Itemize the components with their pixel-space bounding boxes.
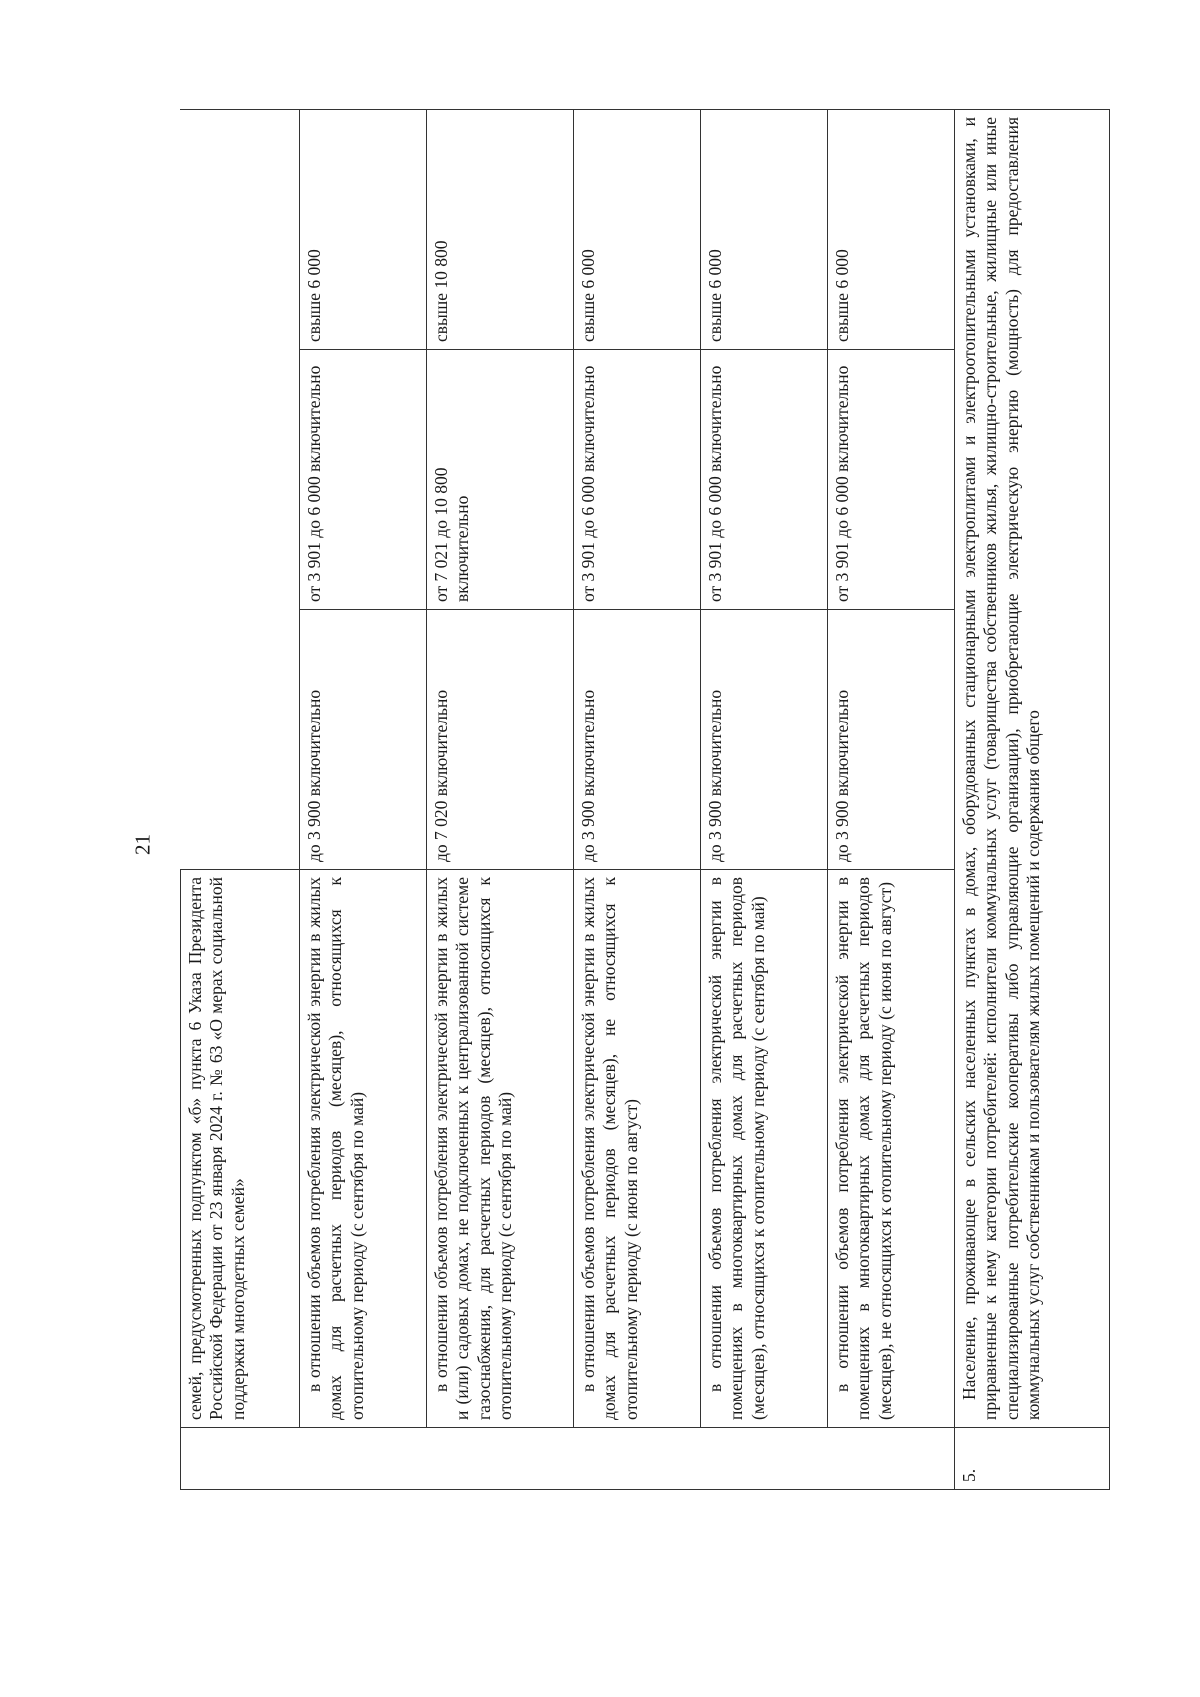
table-row [828,110,955,1490]
range-low: до 3 900 включительно [701,610,828,870]
range-mid: от 7 021 до 10 800 включительно [427,350,574,610]
range-mid: от 3 901 до 6 000 включительно [701,350,828,610]
page-number: 21 [130,834,155,855]
range-low: до 7 020 включительно [427,610,574,870]
range-mid: от 3 901 до 6 000 включительно [574,350,701,610]
rotated-table-container [180,110,1200,1482]
number-cell-empty [181,1428,955,1490]
table-row-footer [955,110,1110,1490]
row-description: в отношении объемов потребления электрической энергии в жилых домах для расчетных периодов (месяцев), относящихся к отопительному периоду (с сентября по май) [300,870,427,1428]
row-description: в отношении объемов потребления электрической энергии в помещениях в многоквартирных домах для расчетных периодов (месяцев), относящихся к отопительному периоду (с сентября по май) [701,870,828,1428]
table-row [427,110,574,1490]
range-low: до 3 900 включительно [574,610,701,870]
range-high: свыше 6 000 [574,110,701,350]
range-high: свыше 6 000 [300,110,427,350]
table-row [300,110,427,1490]
range-low: до 3 900 включительно [300,610,427,870]
range-mid: от 3 901 до 6 000 включительно [300,350,427,610]
row-description: в отношении объемов потребления электрической энергии в жилых домах для расчетных периодов (месяцев), не относящихся к отопительному периоду (с июня по август) [574,870,701,1428]
intro-text-cell: семей, предусмотренных подпунктом «б» пункта 6 Указа Президента Российской Федерации от 23 января 2024 г. № 63 «О мерах социальной поддержки многодетных семей» [181,870,300,1428]
range-high: свыше 6 000 [828,110,955,350]
footer-number: 5. [955,1428,1110,1490]
table-row-intro [181,110,300,1490]
intro-empty-cell [181,110,300,870]
range-mid: от 3 901 до 6 000 включительно [828,350,955,610]
range-high: свыше 6 000 [701,110,828,350]
tariff-table [180,109,1110,1490]
range-high: свыше 10 800 [427,110,574,350]
table-row [701,110,828,1490]
footer-text: Население, проживающее в сельских населенных пунктах в домах, оборудованных стационарными электроплитами и электроотопительными установками, и приравненные к нему категории потребителей: исполнители коммунальных услуг (товарищества собственников жилья, жилищно-строительные, жилищные или иные специализированные потребительские кооперативы либо управляющие организации), приобретающие электрическую энергию (мощность) для предоставления коммунальных услуг собственникам и пользователям жилых помещений и содержания общего [955,110,1110,1428]
range-low: до 3 900 включительно [828,610,955,870]
table-row [574,110,701,1490]
row-description: в отношении объемов потребления электрической энергии в жилых и (или) садовых домах, не подключенных к централизованной системе газоснабжения, для расчетных периодов (месяцев), относящихся к отопительному периоду (с сентября по май) [427,870,574,1428]
row-description: в отношении объемов потребления электрической энергии в помещениях в многоквартирных домах для расчетных периодов (месяцев), не относящихся к отопительному периоду (с июня по август) [828,870,955,1428]
